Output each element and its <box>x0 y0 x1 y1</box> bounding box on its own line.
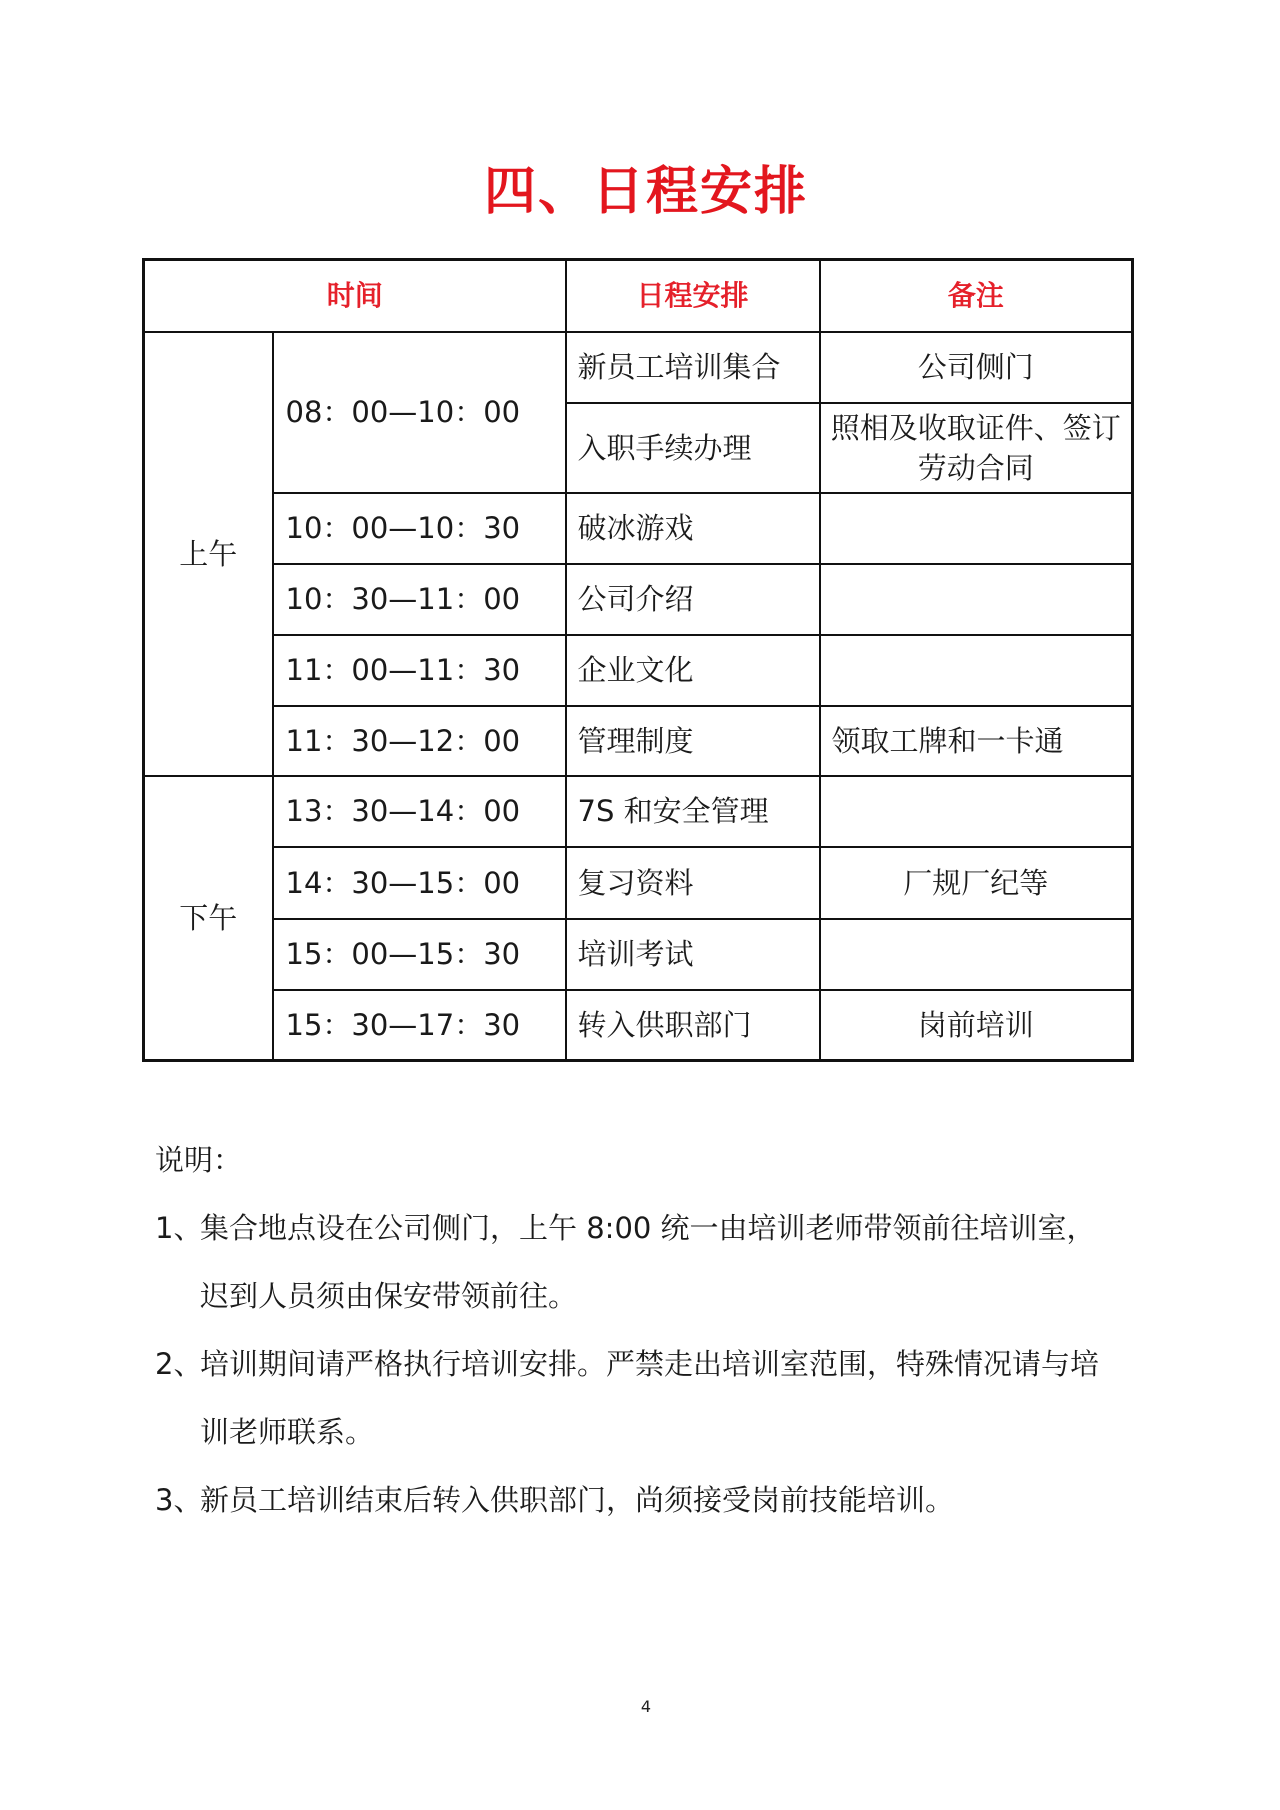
schedule-table <box>142 258 1134 1062</box>
table-row <box>144 776 1133 847</box>
page-title: 四、日程安排 <box>483 162 808 222</box>
time-slot: 11：00—11：30 <box>273 635 566 706</box>
schedule-item: 7S 和安全管理 <box>566 776 820 847</box>
time-slot: 15：30—17：30 <box>273 990 566 1061</box>
list-text <box>200 1194 1145 1330</box>
list-number: 2、 <box>155 1347 203 1381</box>
schedule-item: 管理制度 <box>566 706 820 776</box>
notes-heading: 说明： <box>155 1143 243 1177</box>
list-text-line: 训老师联系。 <box>200 1415 375 1449</box>
time-slot: 14：30—15：00 <box>273 847 566 919</box>
header-schedule: 日程安排 <box>566 260 820 332</box>
table-row <box>144 847 1133 919</box>
time-slot: 10：30—11：00 <box>273 564 566 635</box>
list-text-line: 迟到人员须由保安带领前往。 <box>200 1279 578 1313</box>
table-header-row <box>144 260 1133 332</box>
time-slot: 08：00—10：00 <box>273 332 566 493</box>
schedule-item: 复习资料 <box>566 847 820 919</box>
period-afternoon: 下午 <box>144 776 273 1061</box>
schedule-note <box>820 403 1133 493</box>
schedule-item: 培训考试 <box>566 919 820 990</box>
table-row <box>144 332 1133 403</box>
schedule-item: 入职手续办理 <box>566 403 820 493</box>
schedule-note: 领取工牌和一卡通 <box>820 706 1133 776</box>
schedule-note: 公司侧门 <box>820 332 1133 403</box>
schedule-note <box>820 776 1133 847</box>
header-note: 备注 <box>820 260 1133 332</box>
table-row <box>144 564 1133 635</box>
schedule-note <box>820 564 1133 635</box>
schedule-note <box>820 493 1133 564</box>
list-number: 3、 <box>155 1483 203 1517</box>
time-slot: 10：00—10：30 <box>273 493 566 564</box>
schedule-note <box>820 635 1133 706</box>
schedule-note-line: 劳动合同 <box>917 450 1034 485</box>
time-slot: 15：00—15：30 <box>273 919 566 990</box>
list-text-line: 集合地点设在公司侧门，上午 8:00 统一由培训老师带领前往培训室， <box>200 1211 1096 1245</box>
schedule-item: 公司介绍 <box>566 564 820 635</box>
page-number: 4 <box>640 1697 652 1716</box>
time-slot: 11：30—12：00 <box>273 706 566 776</box>
header-time: 时间 <box>144 260 566 332</box>
schedule-item: 破冰游戏 <box>566 493 820 564</box>
list-item <box>155 1466 1145 1534</box>
list-number: 1、 <box>155 1211 203 1245</box>
schedule-item: 转入供职部门 <box>566 990 820 1061</box>
table-row <box>144 635 1133 706</box>
list-item <box>155 1330 1145 1466</box>
table-row <box>144 493 1133 564</box>
schedule-note: 厂规厂纪等 <box>820 847 1133 919</box>
schedule-item: 新员工培训集合 <box>566 332 820 403</box>
schedule-note: 岗前培训 <box>820 990 1133 1061</box>
table-row <box>144 919 1133 990</box>
time-slot: 13：30—14：00 <box>273 776 566 847</box>
list-text <box>200 1466 1145 1534</box>
list-text <box>200 1330 1145 1466</box>
period-morning: 上午 <box>144 332 273 776</box>
list-text-line: 培训期间请严格执行培训安排。严禁走出培训室范围，特殊情况请与培 <box>200 1347 1100 1381</box>
table-row <box>144 990 1133 1061</box>
schedule-note-line: 照相及收取证件、签订 <box>830 410 1121 445</box>
list-item <box>155 1194 1145 1330</box>
notes-section <box>155 1126 1145 1534</box>
list-text-line: 新员工培训结束后转入供职部门，尚须接受岗前技能培训。 <box>200 1483 955 1517</box>
table-row <box>144 706 1133 776</box>
schedule-note <box>820 919 1133 990</box>
schedule-item: 企业文化 <box>566 635 820 706</box>
